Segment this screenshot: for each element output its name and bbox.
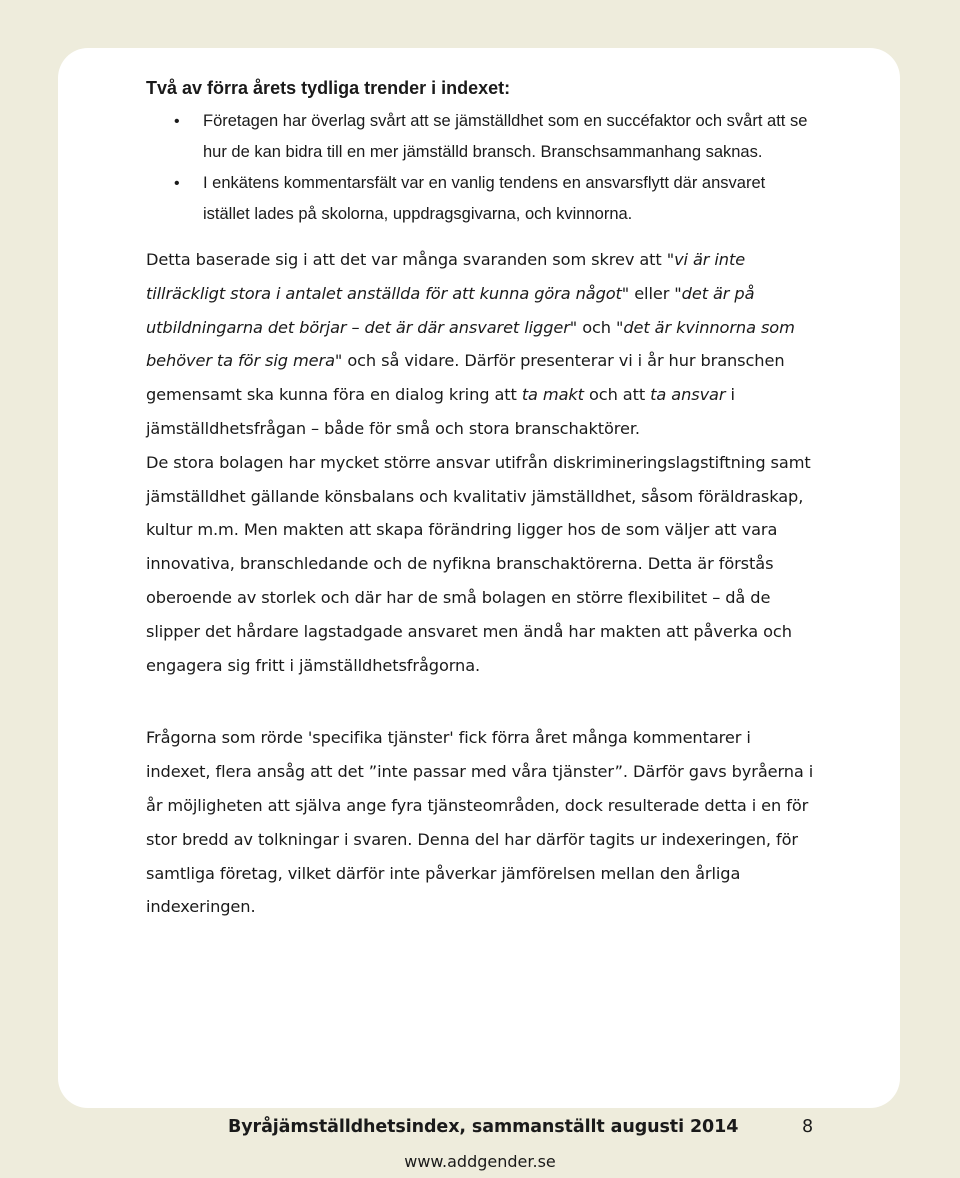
- text-run: " och så vidare. Därför presenterar vi i år hur branschen gemensamt ska kunna föra en dialog kring att: [146, 351, 785, 405]
- page-number: 8: [802, 1117, 814, 1137]
- quote-run: vi är inte tillräckligt stora i antalet anställda för att kunna göra något: [146, 250, 746, 303]
- text-run: och att: [583, 385, 651, 405]
- text-run: Detta baserade sig i att det var många svaranden som skrev att ": [146, 250, 675, 269]
- quote-run: det är på utbildningarna det börjar – det är där ansvaret ligger: [146, 283, 755, 337]
- list-item-text: Företagen har överlag svårt att se jämställdhet som en succéfaktor och svårt att se hur de kan bidra till en mer jämställd bransch. Branschsammanhang saknas.: [203, 112, 808, 161]
- document-body: [146, 74, 816, 924]
- list-item: [146, 168, 816, 230]
- bullet-icon: •: [174, 113, 180, 130]
- quote-run: ta makt: [521, 385, 584, 405]
- footer-title: Byråjämställdhetsindex, sammanställt augusti 2014: [228, 1117, 739, 1137]
- section-heading: Två av förra årets tydliga trender i indexet:: [146, 78, 511, 98]
- trend-list: [146, 106, 816, 230]
- text-run: " eller ": [621, 283, 682, 303]
- paragraph-responses: [146, 243, 816, 446]
- list-item-text: I enkätens kommentarsfält var en vanlig tendens en ansvarsflytt där ansvaret istället lades på skolorna, uppdragsgivarna, och kvinnorna.: [203, 174, 766, 223]
- list-item: [146, 106, 816, 168]
- paragraph-services: Frågorna som rörde 'specifika tjänster' fick förra året många kommentarer i indexet, flera ansåg att det ”inte passar med våra tjänster”. Därför gavs byråerna i år möjligheten att själva ange fyra tjänsteområden, dock resulterade detta i en för stor bredd av tolkningar i svaren. Denna del har därför tagits ur indexeringen, för samtliga företag, vilket därför inte påverkar jämförelsen mellan den årliga indexeringen.: [146, 728, 814, 917]
- footer-url[interactable]: www.addgender.se: [404, 1152, 556, 1171]
- text-run: i jämställdhetsfrågan – både för små och stora branschaktörer.: [146, 385, 735, 438]
- text-run: " och ": [569, 317, 624, 337]
- quote-run: ta ansvar: [650, 385, 726, 405]
- quote-run: det är kvinnorna som behöver ta för sig mera: [146, 317, 795, 371]
- paragraph-large-companies: De stora bolagen har mycket större ansvar utifrån diskrimineringslagstiftning samt jämställdhet gällande könsbalans och kvalitativ jämställdhet, såsom föräldraskap, kultur m.m. Men makten att skapa förändring ligger hos de som väljer att vara innovativa, branschledande och de nyfikna branschaktörerna. Detta är förstås oberoende av storlek och där har de små bolagen en större flexibilitet – då de slipper det hårdare lagstadgade ansvaret men ändå har makten att påverka och engagera sig fritt i jämställdhetsfrågorna.: [146, 452, 811, 675]
- bullet-icon: •: [174, 175, 180, 192]
